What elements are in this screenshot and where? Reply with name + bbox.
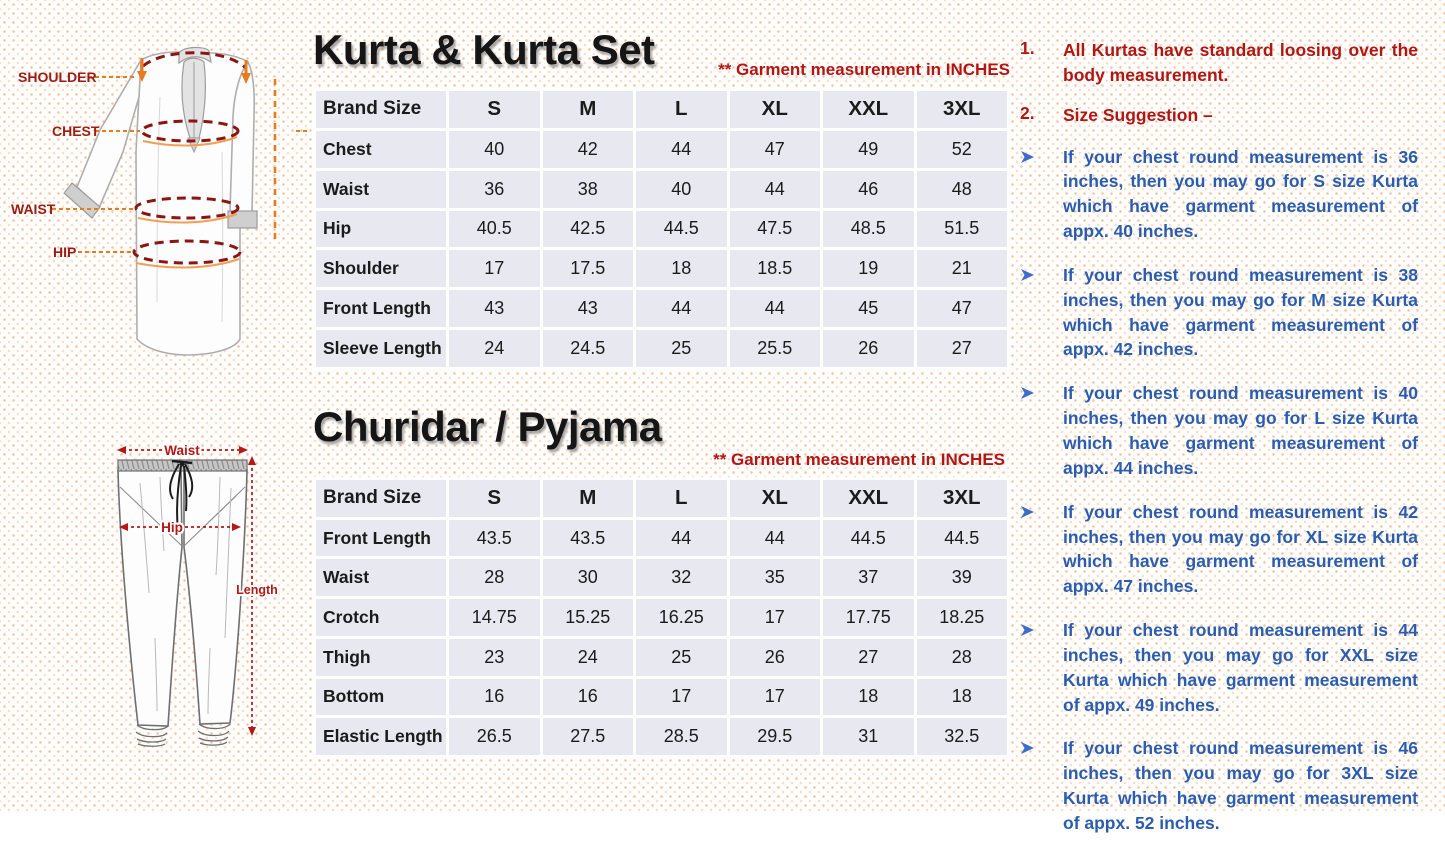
table-cell-value: 40 — [449, 131, 540, 168]
table-cell-value: 17 — [730, 679, 821, 716]
table-cell-value: 32 — [636, 559, 727, 596]
table-cell-value: 44 — [636, 520, 727, 557]
table-cell-value: 16.25 — [636, 599, 727, 636]
bullet-arrowhead-icon — [1020, 263, 1063, 362]
table-cell-value: 14.75 — [449, 599, 540, 636]
table-cell-value: 18 — [636, 250, 727, 287]
table-header-size: XL — [730, 91, 821, 128]
bullet-arrowhead-icon — [1020, 145, 1063, 244]
table-cell-value: 44 — [636, 290, 727, 327]
table-cell-value: 26 — [823, 330, 914, 367]
table-cell-value: 18 — [823, 679, 914, 716]
note-number: 1. — [1020, 38, 1035, 58]
table-cell-value: 28.5 — [636, 718, 727, 755]
kurta-waist-label: WAIST — [11, 201, 56, 217]
table-cell-value: 17.75 — [823, 599, 914, 636]
table-cell-value: 16 — [543, 679, 634, 716]
table-cell-value: 24 — [449, 330, 540, 367]
table-cell-value: 18 — [917, 679, 1008, 716]
table-cell-value: 48.5 — [823, 211, 914, 248]
table-cell-value: 43 — [543, 290, 634, 327]
table-cell-value: 37 — [823, 559, 914, 596]
table-header-size: M — [543, 480, 634, 517]
table-header-size: XXL — [823, 480, 914, 517]
table-row-label: Elastic Length — [316, 718, 446, 755]
table-cell-value: 25 — [636, 330, 727, 367]
table-cell-value: 44 — [730, 520, 821, 557]
table-row-label: Crotch — [316, 599, 446, 636]
table-cell-value: 30 — [543, 559, 634, 596]
table-cell-value: 47.5 — [730, 211, 821, 248]
table-row-label: Waist — [316, 171, 446, 208]
table-cell-value: 44.5 — [636, 211, 727, 248]
pyjama-garment-drawing — [118, 460, 247, 746]
table-cell-value: 48 — [917, 171, 1008, 208]
table-header-size: XXL — [823, 91, 914, 128]
table-cell-value: 43.5 — [543, 520, 634, 557]
table-header-size: 3XL — [917, 91, 1008, 128]
table-row-label: Sleeve Length — [316, 330, 446, 367]
bullet-text: If your chest round measurement is 46 inches, then you may go for 3XL size Kurta which have garment measurement of appx. 52 inches. — [1063, 738, 1418, 833]
table-cell-value: 44.5 — [917, 520, 1008, 557]
table-cell-value: 43.5 — [449, 520, 540, 557]
table-cell-value: 39 — [917, 559, 1008, 596]
table-cell-value: 25.5 — [730, 330, 821, 367]
table-cell-value: 44 — [636, 131, 727, 168]
table-header-size: M — [543, 91, 634, 128]
table-cell-value: 17 — [449, 250, 540, 287]
kurta-section-title: Kurta & Kurta Set — [313, 26, 655, 73]
bullet-text: If your chest round measurement is 44 inches, then you may go for XXL size Kurta which have garment measurement of appx. 49 inches. — [1063, 620, 1418, 715]
bullet-text: If your chest round measurement is 36 inches, then you may go for S size Kurta which have garment measurement of appx. 40 inches. — [1063, 146, 1418, 242]
size-suggestion-bullet — [1020, 618, 1418, 717]
table-cell-value: 17 — [730, 599, 821, 636]
table-header-label: Brand Size — [316, 480, 446, 517]
table-header-size: S — [449, 91, 540, 128]
table-cell-value: 26 — [730, 639, 821, 676]
table-cell-value: 31 — [823, 718, 914, 755]
table-cell-value: 21 — [917, 250, 1008, 287]
kurta-size-table — [313, 88, 1010, 370]
size-suggestion-bullet — [1020, 145, 1418, 244]
table-header-size: XL — [730, 480, 821, 517]
size-suggestion-bullet — [1020, 500, 1418, 599]
table-cell-value: 42 — [543, 131, 634, 168]
note-item-1 — [1020, 38, 1418, 88]
table-header-size: L — [636, 91, 727, 128]
table-cell-value: 16 — [449, 679, 540, 716]
table-row-label: Thigh — [316, 639, 446, 676]
table-cell-value: 27 — [823, 639, 914, 676]
table-row-label: Front Length — [316, 520, 446, 557]
note-text: All Kurtas have standard loosing over the body measurement. — [1063, 40, 1418, 85]
table-row-label: Bottom — [316, 679, 446, 716]
churidar-measurement-note: ** Garment measurement in INCHES — [713, 450, 1005, 469]
table-header-size: S — [449, 480, 540, 517]
table-cell-value: 40 — [636, 171, 727, 208]
table-cell-value: 24 — [543, 639, 634, 676]
table-cell-value: 28 — [917, 639, 1008, 676]
table-row-label: Waist — [316, 559, 446, 596]
bullet-arrowhead-icon — [1020, 736, 1063, 835]
table-cell-value: 28 — [449, 559, 540, 596]
table-cell-value: 17 — [636, 679, 727, 716]
bullet-text: If your chest round measurement is 38 inches, then you may go for M size Kurta which have garment measurement of appx. 42 inches. — [1063, 264, 1418, 360]
bullet-arrowhead-icon — [1020, 381, 1063, 480]
table-cell-value: 42.5 — [543, 211, 634, 248]
bullet-arrowhead-icon — [1020, 618, 1063, 717]
table-cell-value: 51.5 — [917, 211, 1008, 248]
table-cell-value: 26.5 — [449, 718, 540, 755]
table-cell-value: 24.5 — [543, 330, 634, 367]
pyjama-length-label: Length — [236, 583, 278, 597]
table-cell-value: 19 — [823, 250, 914, 287]
table-cell-value: 35 — [730, 559, 821, 596]
table-cell-value: 32.5 — [917, 718, 1008, 755]
pyjama-measurement-diagram — [60, 433, 320, 795]
bullet-text: If your chest round measurement is 40 inches, then you may go for L size Kurta which have garment measurement of appx. 44 inches. — [1063, 383, 1418, 478]
churidar-section-title: Churidar / Pyjama — [313, 403, 662, 450]
kurta-shoulder-label: SHOULDER — [18, 69, 97, 85]
table-row-label: Front Length — [316, 290, 446, 327]
table-header-size: L — [636, 480, 727, 517]
size-suggestion-list — [1020, 145, 1418, 836]
table-cell-value: 47 — [917, 290, 1008, 327]
table-cell-value: 15.25 — [543, 599, 634, 636]
table-cell-value: 43 — [449, 290, 540, 327]
table-cell-value: 44 — [730, 290, 821, 327]
table-cell-value: 38 — [543, 171, 634, 208]
table-cell-value: 27.5 — [543, 718, 634, 755]
table-cell-value: 40.5 — [449, 211, 540, 248]
table-cell-value: 44 — [730, 171, 821, 208]
note-text: Size Suggestion – — [1063, 104, 1213, 125]
table-cell-value: 23 — [449, 639, 540, 676]
kurta-hip-label: HIP — [53, 244, 77, 260]
table-cell-value: 27 — [917, 330, 1008, 367]
table-cell-value: 17.5 — [543, 250, 634, 287]
size-notes-panel — [1020, 38, 1418, 855]
table-cell-value: 52 — [917, 131, 1008, 168]
table-cell-value: 25 — [636, 639, 727, 676]
bullet-text: If your chest round measurement is 42 inches, then you may go for XL size Kurta which have garment measurement of appx. 47 inches. — [1063, 501, 1418, 597]
table-header-label: Brand Size — [316, 91, 446, 128]
table-row-label: Chest — [316, 131, 446, 168]
table-cell-value: 18.5 — [730, 250, 821, 287]
table-cell-value: 49 — [823, 131, 914, 168]
table-cell-value: 18.25 — [917, 599, 1008, 636]
pyjama-waist-label: Waist — [164, 443, 200, 458]
churidar-size-table — [313, 477, 1010, 758]
note-item-2 — [1020, 103, 1418, 128]
bullet-arrowhead-icon — [1020, 500, 1063, 599]
kurta-measurement-note: ** Garment measurement in INCHES — [718, 60, 1010, 79]
pyjama-hip-label: Hip — [161, 520, 183, 535]
note-number: 2. — [1020, 102, 1035, 123]
table-cell-value: 29.5 — [730, 718, 821, 755]
table-cell-value: 44.5 — [823, 520, 914, 557]
table-row-label: Hip — [316, 211, 446, 248]
kurta-measurement-diagram — [0, 2, 310, 358]
size-suggestion-bullet — [1020, 381, 1418, 480]
table-header-size: 3XL — [917, 480, 1008, 517]
size-suggestion-bullet — [1020, 263, 1418, 362]
size-suggestion-bullet — [1020, 736, 1418, 835]
table-cell-value: 45 — [823, 290, 914, 327]
table-cell-value: 36 — [449, 171, 540, 208]
table-cell-value: 47 — [730, 131, 821, 168]
kurta-chest-label: CHEST — [52, 123, 100, 139]
table-row-label: Shoulder — [316, 250, 446, 287]
table-cell-value: 46 — [823, 171, 914, 208]
